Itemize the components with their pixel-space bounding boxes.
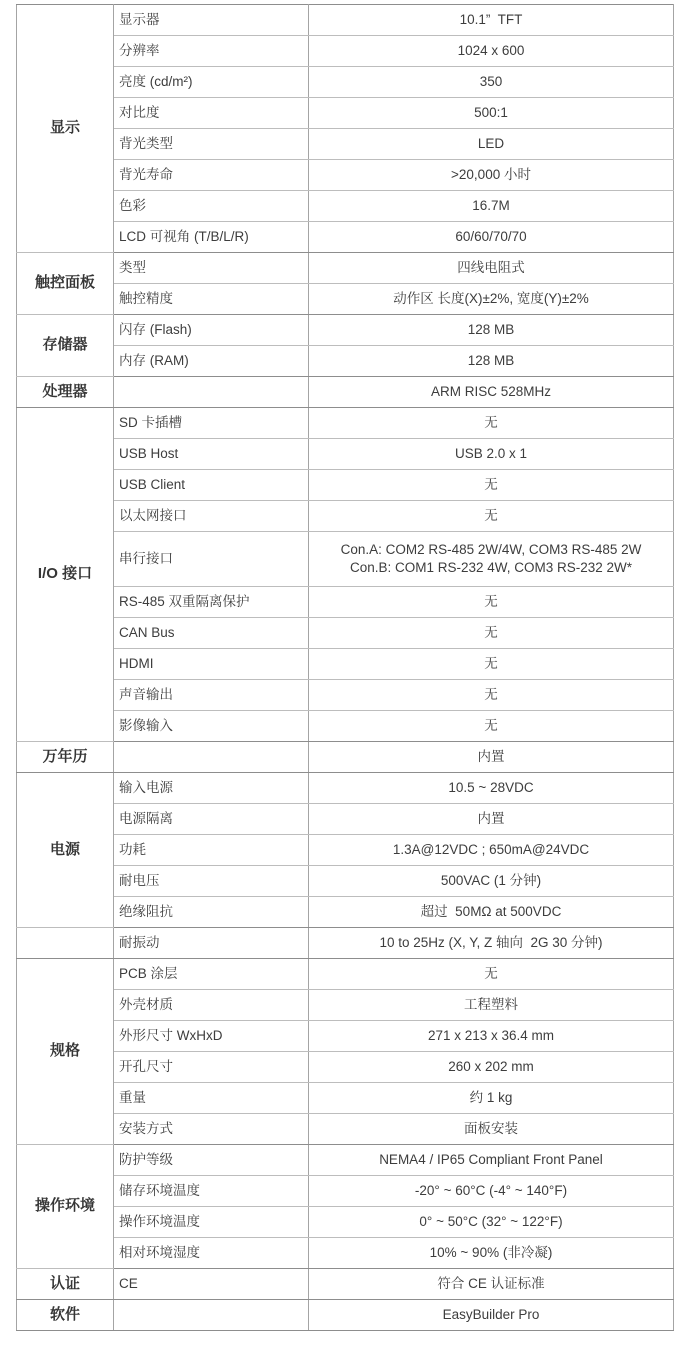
spec-label-cell: LCD 可视角 (T/B/L/R) — [114, 222, 309, 253]
table-row — [17, 742, 674, 773]
spec-label-cell: PCB 涂层 — [114, 959, 309, 990]
spec-value-cell: 500:1 — [309, 98, 674, 129]
spec-label-cell: 操作环境温度 — [114, 1207, 309, 1238]
spec-value-cell: 无 — [309, 470, 674, 501]
spec-label-cell: 串行接口 — [114, 532, 309, 587]
spec-value-cell: 内置 — [309, 742, 674, 773]
spec-label-cell: 防护等级 — [114, 1145, 309, 1176]
table-row — [17, 587, 674, 618]
spec-label-cell: 色彩 — [114, 191, 309, 222]
spec-label-cell: 影像输入 — [114, 711, 309, 742]
spec-label-cell: 背光寿命 — [114, 160, 309, 191]
category-cell: 电源 — [17, 773, 114, 928]
spec-label-cell: 耐电压 — [114, 866, 309, 897]
table-row — [17, 928, 674, 959]
table-row — [17, 253, 674, 284]
spec-label-cell: SD 卡插槽 — [114, 408, 309, 439]
spec-table — [16, 4, 674, 1331]
category-cell: 认证 — [17, 1269, 114, 1300]
spec-value-cell: 无 — [309, 408, 674, 439]
spec-value-cell: 符合 CE 认证标准 — [309, 1269, 674, 1300]
value-line: Con.A: COM2 RS-485 2W/4W, COM3 RS-485 2W — [340, 541, 642, 557]
table-row — [17, 897, 674, 928]
table-row — [17, 959, 674, 990]
spec-value-cell: EasyBuilder Pro — [309, 1300, 674, 1331]
table-row — [17, 470, 674, 501]
table-row — [17, 284, 674, 315]
spec-label-cell: 闪存 (Flash) — [114, 315, 309, 346]
category-cell: 规格 — [17, 959, 114, 1145]
spec-value-cell: USB 2.0 x 1 — [309, 439, 674, 470]
spec-label-cell: 外形尺寸 WxHxD — [114, 1021, 309, 1052]
spec-label-cell: CE — [114, 1269, 309, 1300]
spec-label-cell: 功耗 — [114, 835, 309, 866]
spec-value-cell: 无 — [309, 501, 674, 532]
category-cell — [17, 928, 114, 959]
table-row — [17, 67, 674, 98]
spec-value-cell: 10.1” TFT — [309, 5, 674, 36]
table-row — [17, 990, 674, 1021]
table-row — [17, 1269, 674, 1300]
table-row — [17, 439, 674, 470]
table-row — [17, 408, 674, 439]
table-row — [17, 315, 674, 346]
table-row — [17, 222, 674, 253]
spec-value-cell: 1.3A@12VDC ; 650mA@24VDC — [309, 835, 674, 866]
category-cell: I/O 接口 — [17, 408, 114, 742]
category-cell: 存储器 — [17, 315, 114, 377]
spec-value-cell: 四线电阻式 — [309, 253, 674, 284]
table-row — [17, 129, 674, 160]
spec-label-cell: 以太网接口 — [114, 501, 309, 532]
spec-value-cell: 超过 50MΩ at 500VDC — [309, 897, 674, 928]
spec-value-cell: 无 — [309, 959, 674, 990]
spec-label-cell: HDMI — [114, 649, 309, 680]
table-row — [17, 191, 674, 222]
table-row — [17, 711, 674, 742]
spec-value-cell: 10 to 25Hz (X, Y, Z 轴向 2G 30 分钟) — [309, 928, 674, 959]
category-cell: 软件 — [17, 1300, 114, 1331]
table-row — [17, 618, 674, 649]
category-cell: 触控面板 — [17, 253, 114, 315]
spec-value-cell: 内置 — [309, 804, 674, 835]
spec-value-cell: 工程塑料 — [309, 990, 674, 1021]
spec-value-cell: 0° ~ 50°C (32° ~ 122°F) — [309, 1207, 674, 1238]
table-row — [17, 5, 674, 36]
category-cell: 显示 — [17, 5, 114, 253]
table-row — [17, 773, 674, 804]
spec-value-cell: 无 — [309, 711, 674, 742]
table-row — [17, 1176, 674, 1207]
spec-label-cell: 类型 — [114, 253, 309, 284]
spec-value-cell: 500VAC (1 分钟) — [309, 866, 674, 897]
spec-value-cell: 128 MB — [309, 315, 674, 346]
table-row — [17, 532, 674, 587]
spec-value-cell: 1024 x 600 — [309, 36, 674, 67]
spec-value-cell: LED — [309, 129, 674, 160]
spec-label-cell: 声音输出 — [114, 680, 309, 711]
spec-value-cell: 271 x 213 x 36.4 mm — [309, 1021, 674, 1052]
spec-value-cell: 动作区 长度(X)±2%, 宽度(Y)±2% — [309, 284, 674, 315]
spec-label-cell: USB Host — [114, 439, 309, 470]
spec-label-cell: 安装方式 — [114, 1114, 309, 1145]
table-row — [17, 346, 674, 377]
table-row — [17, 1238, 674, 1269]
spec-value-cell: 260 x 202 mm — [309, 1052, 674, 1083]
table-row — [17, 98, 674, 129]
spec-value-cell: 350 — [309, 67, 674, 98]
spec-value-cell: 无 — [309, 587, 674, 618]
spec-label-cell: 储存环境温度 — [114, 1176, 309, 1207]
spec-value-cell — [309, 532, 674, 587]
spec-label-cell: 重量 — [114, 1083, 309, 1114]
spec-table-body — [17, 5, 674, 1331]
spec-label-cell: 外壳材质 — [114, 990, 309, 1021]
category-cell: 操作环境 — [17, 1145, 114, 1269]
spec-value-cell: 面板安装 — [309, 1114, 674, 1145]
spec-label-cell: 内存 (RAM) — [114, 346, 309, 377]
spec-value-cell: 无 — [309, 618, 674, 649]
spec-value-cell: 无 — [309, 649, 674, 680]
spec-value-cell: 10% ~ 90% (非冷凝) — [309, 1238, 674, 1269]
spec-value-cell: 16.7M — [309, 191, 674, 222]
table-row — [17, 1207, 674, 1238]
table-row — [17, 1114, 674, 1145]
spec-label-cell — [114, 377, 309, 408]
spec-label-cell: USB Client — [114, 470, 309, 501]
table-row — [17, 1021, 674, 1052]
table-row — [17, 377, 674, 408]
spec-value-cell: >20,000 小时 — [309, 160, 674, 191]
table-row — [17, 1145, 674, 1176]
table-row — [17, 835, 674, 866]
table-row — [17, 866, 674, 897]
table-row — [17, 680, 674, 711]
table-row — [17, 36, 674, 67]
spec-label-cell: 对比度 — [114, 98, 309, 129]
table-row — [17, 804, 674, 835]
spec-label-cell: 相对环境湿度 — [114, 1238, 309, 1269]
spec-label-cell: 耐振动 — [114, 928, 309, 959]
spec-label-cell: CAN Bus — [114, 618, 309, 649]
table-row — [17, 501, 674, 532]
spec-value-cell: ARM RISC 528MHz — [309, 377, 674, 408]
spec-value-cell: 无 — [309, 680, 674, 711]
category-cell: 万年历 — [17, 742, 114, 773]
spec-value-cell: 60/60/70/70 — [309, 222, 674, 253]
spec-label-cell: 电源隔离 — [114, 804, 309, 835]
spec-label-cell: 触控精度 — [114, 284, 309, 315]
spec-label-cell: RS-485 双重隔离保护 — [114, 587, 309, 618]
spec-label-cell: 绝缘阻抗 — [114, 897, 309, 928]
spec-label-cell: 输入电源 — [114, 773, 309, 804]
spec-label-cell — [114, 1300, 309, 1331]
spec-value-cell: 约 1 kg — [309, 1083, 674, 1114]
spec-label-cell: 分辨率 — [114, 36, 309, 67]
table-row — [17, 1052, 674, 1083]
spec-value-cell: 128 MB — [309, 346, 674, 377]
table-row — [17, 1083, 674, 1114]
table-row — [17, 649, 674, 680]
spec-label-cell: 显示器 — [114, 5, 309, 36]
spec-value-cell: 10.5 ~ 28VDC — [309, 773, 674, 804]
value-line: Con.B: COM1 RS-232 4W, COM3 RS-232 2W* — [349, 560, 633, 575]
table-row — [17, 1300, 674, 1331]
spec-label-cell: 开孔尺寸 — [114, 1052, 309, 1083]
spec-value-cell: -20° ~ 60°C (-4° ~ 140°F) — [309, 1176, 674, 1207]
spec-label-cell: 亮度 (cd/m²) — [114, 67, 309, 98]
spec-value-cell: NEMA4 / IP65 Compliant Front Panel — [309, 1145, 674, 1176]
spec-label-cell: 背光类型 — [114, 129, 309, 160]
spec-label-cell — [114, 742, 309, 773]
category-cell: 处理器 — [17, 377, 114, 408]
table-row — [17, 160, 674, 191]
